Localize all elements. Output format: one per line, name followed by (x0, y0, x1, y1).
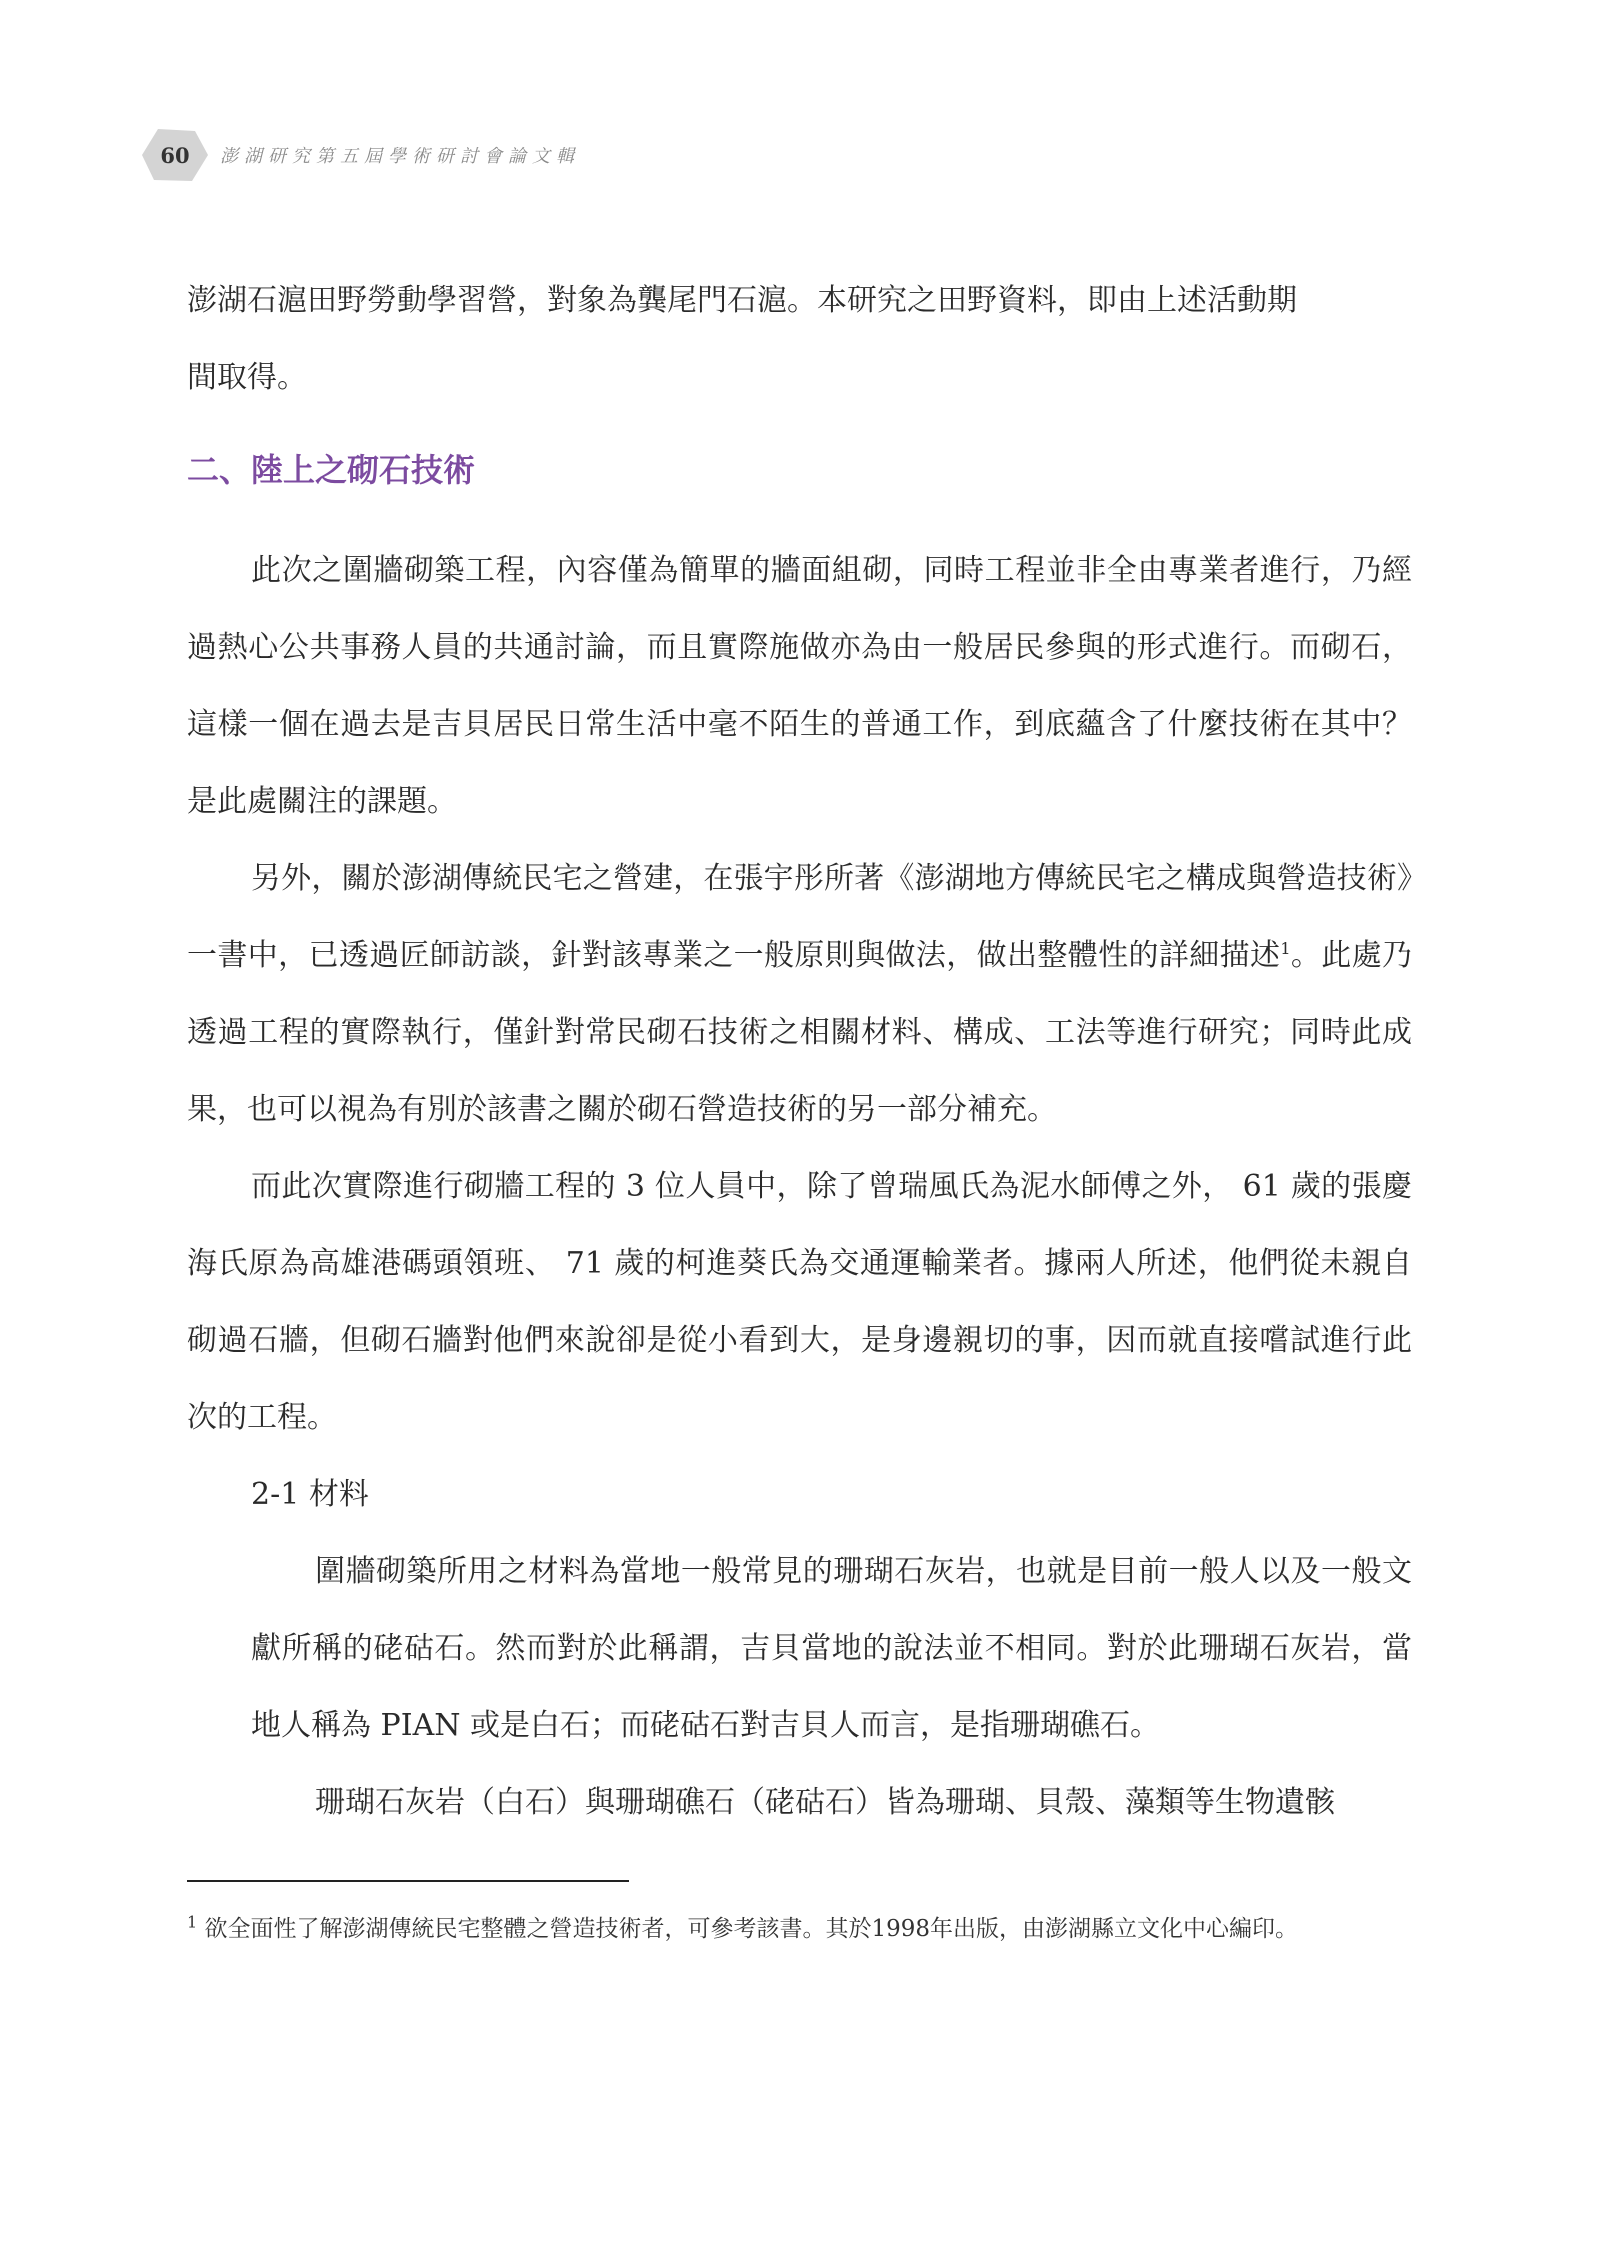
intro-block (187, 262, 1412, 416)
intro-line: 澎湖石滬田野勞動學習營，對象為龔尾門石滬。本研究之田野資料，即由上述活動期 (187, 283, 1297, 318)
paragraph: 而此次實際進行砌牆工程的 3 位人員中，除了曾瑞風氏為泥水師傅之外， 61 歲的張慶海氏原為高雄港碼頭領班、 71 歲的柯進葵氏為交通運輸業者。據兩人所述，他們從未親自砌過石牆，但砌石牆對他們來說卻是從小看到大，是身邊親切的事，因而就直接嚐試進行此次的工程。 (187, 1169, 1412, 1435)
paragraph-text: 另外，關於澎湖傳統民宅之營建，在張宇彤所著《澎湖地方傳統民宅之構成與營造技術》一書中，已透過匠師訪談，針對該專業之一般原則與做法，做出整體性的詳細描述 (187, 861, 1412, 973)
page-header (140, 125, 580, 185)
section-body (187, 532, 1412, 1841)
page-number-badge (140, 125, 210, 185)
footnote-text: 欲全面性了解澎湖傳統民宅整體之營造技術者，可參考該書。其於1998年出版，由澎湖縣立文化中心編印。 (204, 1916, 1299, 1942)
footnote-mark: 1 (187, 1912, 198, 1932)
footnote (187, 1910, 1298, 1943)
section-title: 二、陸上之砌石技術 (187, 451, 476, 489)
page-number: 60 (160, 142, 190, 168)
footnote-reference[interactable]: 1 (1280, 939, 1291, 958)
intro-line: 間取得。 (187, 360, 307, 395)
paragraph-with-footnote (187, 840, 1412, 1148)
paragraph: 珊瑚石灰岩（白石）與珊瑚礁石（硓𥑮石）皆為珊瑚、貝殼、藻類等生物遺骸 (315, 1785, 1335, 1820)
paragraph: 此次之圍牆砌築工程，內容僅為簡單的牆面組砌，同時工程並非全由專業者進行，乃經過熱心公共事務人員的共通討論，而且實際施做亦為由一般居民參與的形式進行。而砌石，這樣一個在過去是吉貝居民日常生活中毫不陌生的普通工作，到底蘊含了什麼技術在其中？是此處關注的課題。 (187, 553, 1412, 819)
paragraph: 圍牆砌築所用之材料為當地一般常見的珊瑚石灰岩，也就是目前一般人以及一般文獻所稱的硓𥑮石。然而對於此稱謂，吉貝當地的說法並不相同。對於此珊瑚石灰岩，當地人稱為 PIAN 或是白石；而硓𥑮石對吉貝人而言，是指珊瑚礁石。 (251, 1554, 1412, 1743)
paragraph-text: 。此處乃透過工程的實際執行，僅針對常民砌石技術之相關材料、構成、工法等進行研究；同時此成果，也可以視為有別於該書之關於砌石營造技術的另一部分補充。 (187, 938, 1413, 1127)
footnote-divider (187, 1880, 629, 1882)
subsection-title: 2-1 材料 (251, 1477, 369, 1512)
running-title: 澎湖研究第五屆學術研討會論文輯 (220, 146, 580, 167)
